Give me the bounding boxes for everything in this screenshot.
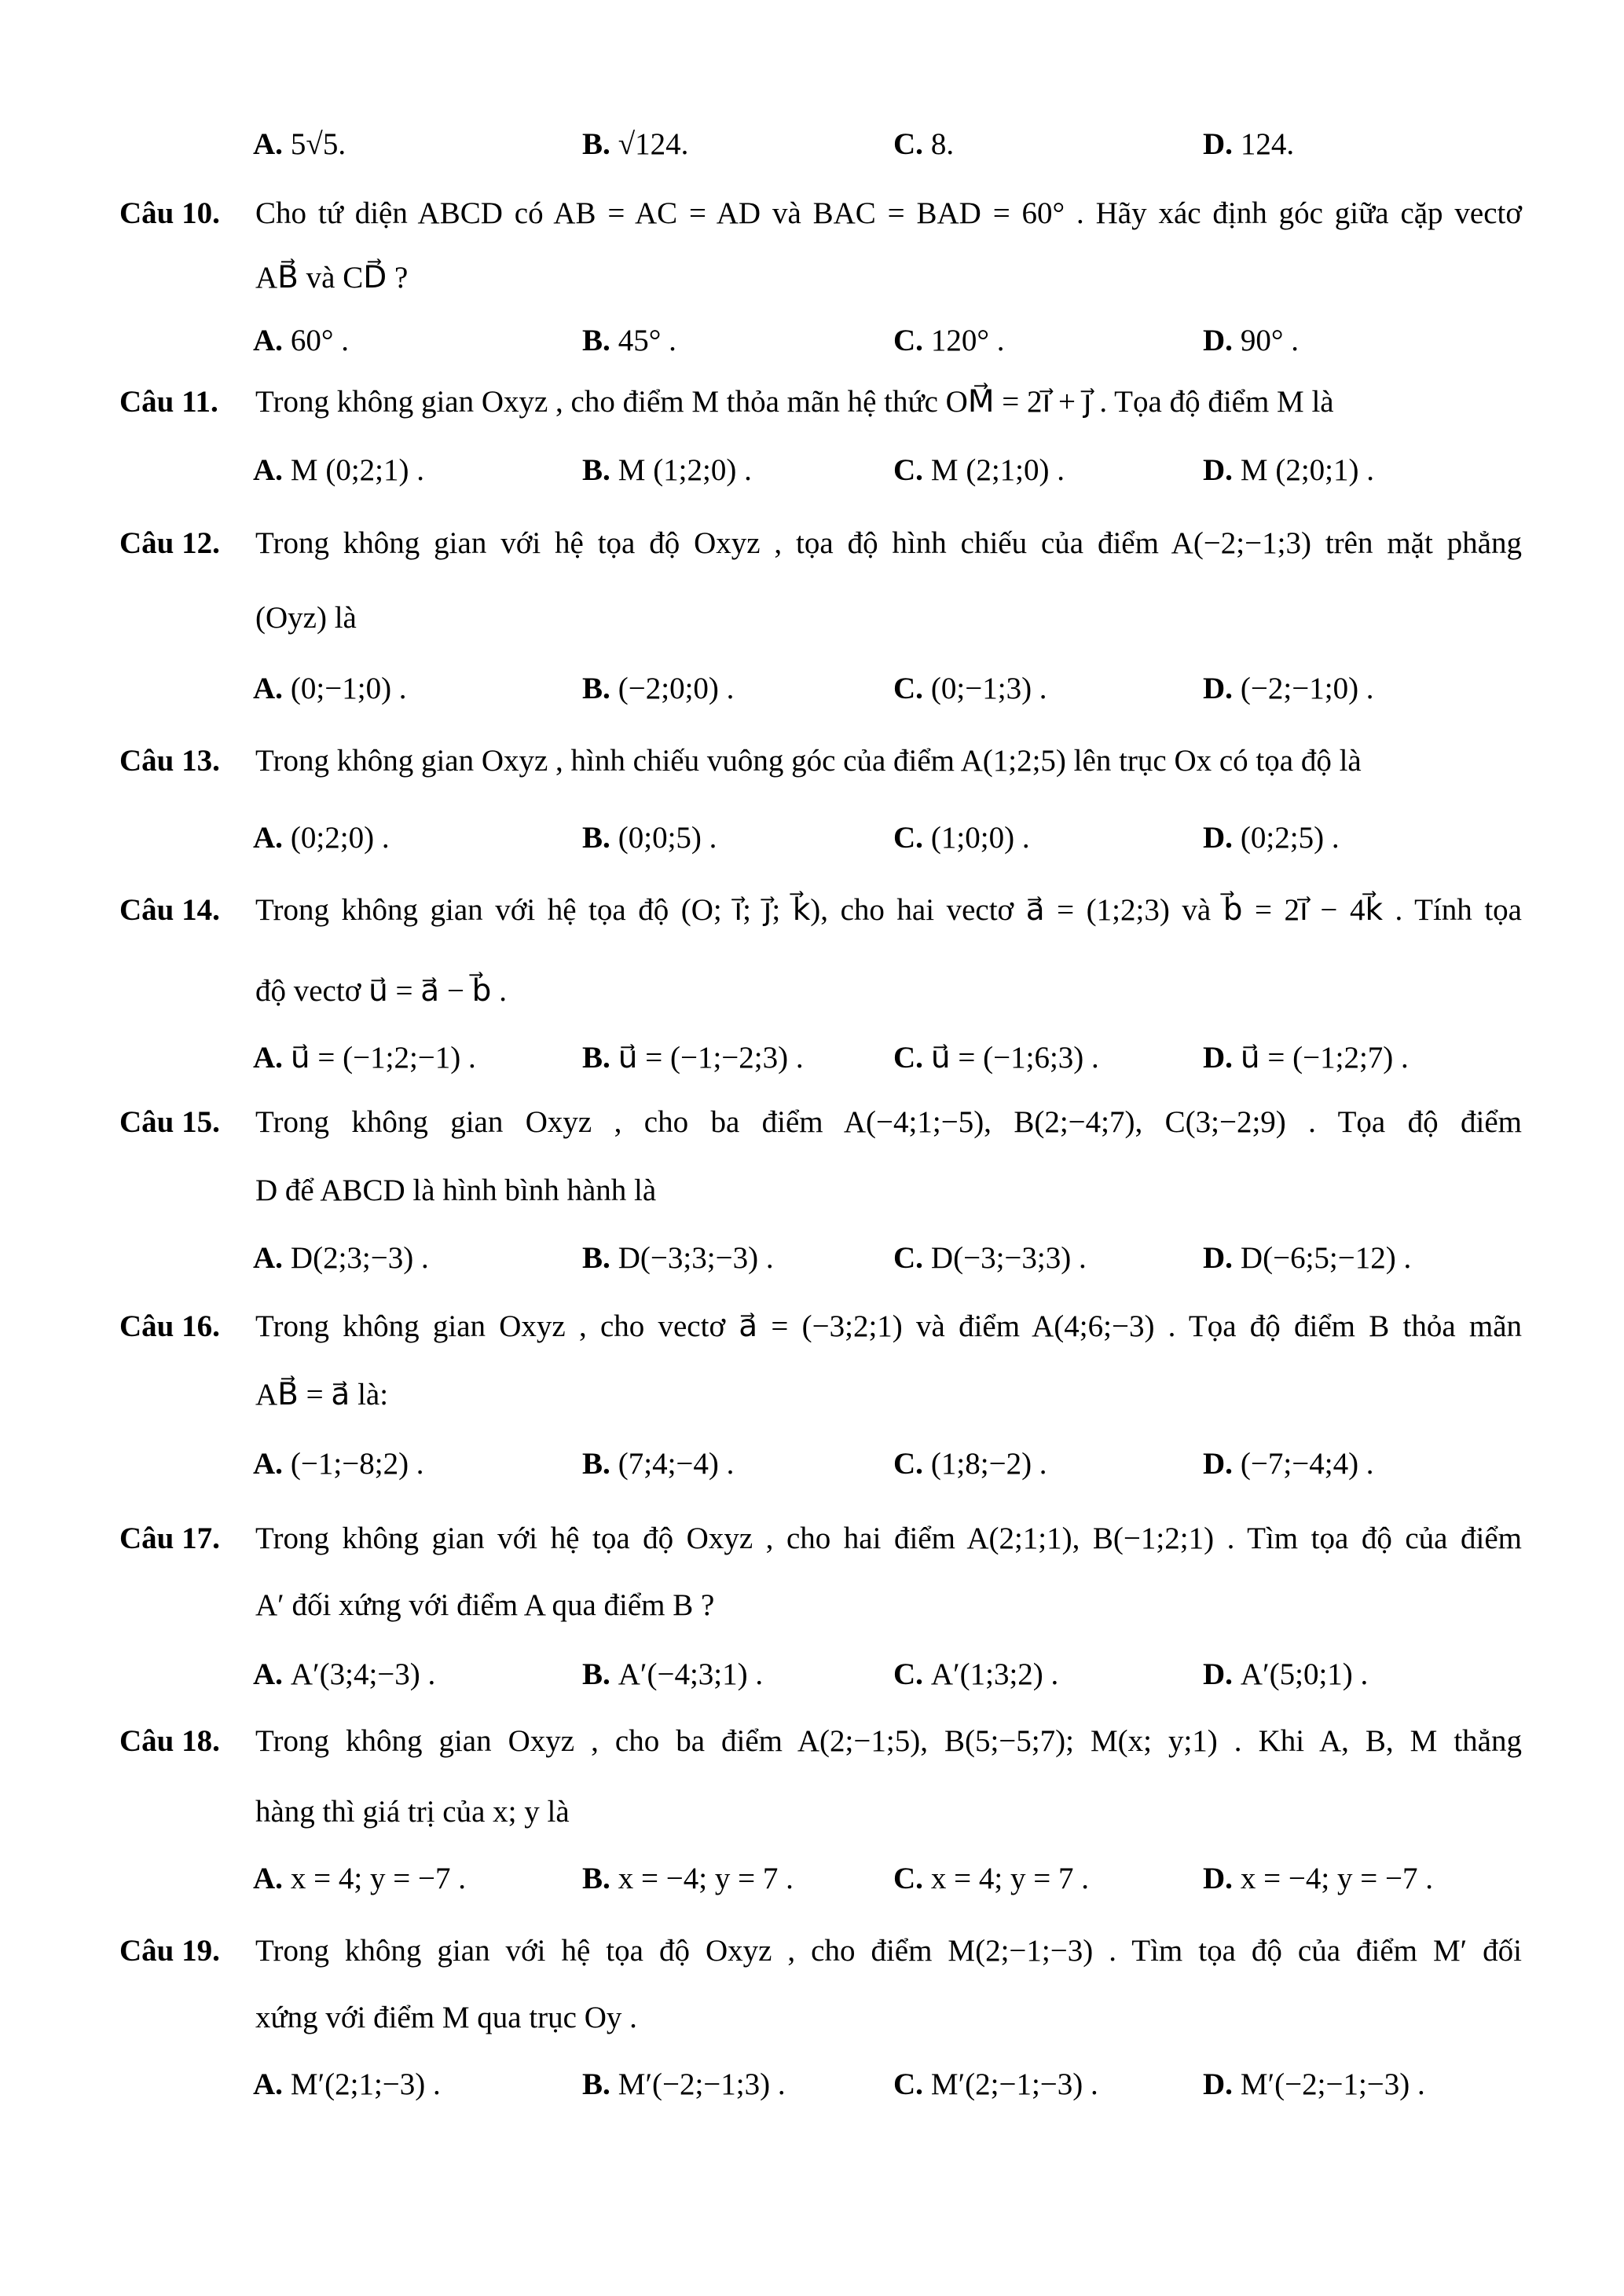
- option-a: A. (0;2;0) .: [253, 821, 390, 855]
- option-a: A. M′(2;1;−3) .: [253, 2067, 441, 2101]
- option-value: (1;0;0) .: [930, 821, 1030, 855]
- option-value: u⃗ = (−1;6;3) .: [930, 1041, 1099, 1075]
- question-text: AB⃗ = a⃗ là:: [255, 1378, 389, 1412]
- question-text: Trong không gian Oxyz , cho vectơ a⃗ = (−3;2;1) và điểm A(4;6;−3) . Tọa độ điểm B thỏa mãn: [255, 1309, 1522, 1343]
- option-value: x = −4; y = 7 .: [618, 1862, 794, 1895]
- question-text: Cho tứ diện ABCD có AB = AC = AD và BAC = BAD = 60° . Hãy xác định góc giữa cặp vectơ: [255, 196, 1522, 230]
- option-b: B. D(−3;3;−3) .: [582, 1241, 774, 1275]
- option-c: C. 120° .: [893, 324, 1005, 357]
- option-value: 90° .: [1240, 324, 1300, 357]
- option-a: A. x = 4; y = −7 .: [253, 1862, 466, 1895]
- option-d: D. (−2;−1;0) .: [1203, 672, 1374, 705]
- option-d: D. u⃗ = (−1;2;7) .: [1203, 1041, 1409, 1075]
- option-d: D. (−7;−4;4) .: [1203, 1447, 1374, 1481]
- option-b: B. u⃗ = (−1;−2;3) .: [582, 1041, 804, 1075]
- option-b: B. M′(−2;−1;3) .: [582, 2067, 786, 2101]
- question-text: D để ABCD là hình bình hành là: [255, 1174, 657, 1207]
- option-value: 5√5.: [290, 127, 346, 161]
- question-label: Câu 10.: [119, 196, 220, 230]
- option-value: (0;2;0) .: [290, 821, 390, 855]
- option-value: (0;0;5) .: [618, 821, 717, 855]
- option-d: D. M (2;0;1) .: [1203, 453, 1374, 487]
- option-b: B. A′(−4;3;1) .: [582, 1657, 764, 1691]
- option-c: C. M (2;1;0) .: [893, 453, 1065, 487]
- option-value: D(−6;5;−12) .: [1240, 1241, 1412, 1275]
- option-value: 60° .: [290, 324, 350, 357]
- option-c: C. 8.: [893, 127, 955, 161]
- option-value: (1;8;−2) .: [930, 1447, 1047, 1481]
- option-b: B. (7;4;−4) .: [582, 1447, 735, 1481]
- option-value: M′(2;−1;−3) .: [930, 2067, 1098, 2101]
- option-value: A′(3;4;−3) .: [290, 1657, 436, 1691]
- option-b: B. 45° .: [582, 324, 676, 357]
- question-text: Trong không gian với hệ tọa độ Oxyz , cho hai điểm A(2;1;1), B(−1;2;1) . Tìm tọa độ của điểm: [255, 1522, 1522, 1555]
- option-b: B. x = −4; y = 7 .: [582, 1862, 794, 1895]
- question-label: Câu 12.: [119, 526, 220, 560]
- option-value: 120° .: [930, 324, 1005, 357]
- option-value: x = −4; y = −7 .: [1240, 1862, 1433, 1895]
- option-d: D. (0;2;5) .: [1203, 821, 1340, 855]
- option-c: C. D(−3;−3;3) .: [893, 1241, 1087, 1275]
- option-d: D. 90° .: [1203, 324, 1300, 357]
- option-value: (−1;−8;2) .: [290, 1447, 424, 1481]
- option-value: √124.: [618, 127, 689, 161]
- question-text: hàng thì giá trị của x; y là: [255, 1795, 570, 1829]
- option-value: M (2;1;0) .: [930, 453, 1065, 487]
- option-value: (−2;−1;0) .: [1240, 672, 1374, 705]
- option-value: M′(−2;−1;3) .: [618, 2067, 786, 2101]
- question-text: AB⃗ và CD⃗ ?: [255, 261, 409, 295]
- option-c: C. (0;−1;3) .: [893, 672, 1047, 705]
- option-value: x = 4; y = −7 .: [290, 1862, 466, 1895]
- option-value: M (2;0;1) .: [1240, 453, 1374, 487]
- option-b: B. √124.: [582, 127, 689, 161]
- option-b: B. (−2;0;0) .: [582, 672, 735, 705]
- question-text: Trong không gian với hệ tọa độ Oxyz , tọa độ hình chiếu của điểm A(−2;−1;3) trên mặt phẳng: [255, 526, 1522, 560]
- question-label: Câu 16.: [119, 1309, 220, 1343]
- option-d: D. M′(−2;−1;−3) .: [1203, 2067, 1425, 2101]
- question-label: Câu 18.: [119, 1724, 220, 1758]
- option-a: A. D(2;3;−3) .: [253, 1241, 429, 1275]
- question-text: xứng với điểm M qua trục Oy .: [255, 2001, 637, 2034]
- option-value: A′(5;0;1) .: [1240, 1657, 1369, 1691]
- question-text: Trong không gian với hệ tọa độ (O; i⃗; j⃗; k⃗), cho hai vectơ a⃗ = (1;2;3) và b⃗ = 2i⃗ − 4k⃗ . Tính tọa: [255, 893, 1522, 927]
- option-value: D(−3;−3;3) .: [930, 1241, 1087, 1275]
- option-value: (−7;−4;4) .: [1240, 1447, 1374, 1481]
- question-text: (Oyz) là: [255, 601, 357, 635]
- option-a: A. u⃗ = (−1;2;−1) .: [253, 1041, 476, 1075]
- option-value: u⃗ = (−1;−2;3) .: [618, 1041, 804, 1075]
- question-text: Trong không gian Oxyz , hình chiếu vuông góc của điểm A(1;2;5) lên trục Ox có tọa độ là: [255, 744, 1362, 778]
- option-value: M (1;2;0) .: [618, 453, 752, 487]
- option-value: M (0;2;1) .: [290, 453, 424, 487]
- option-value: 45° .: [618, 324, 676, 357]
- option-value: A′(−4;3;1) .: [618, 1657, 764, 1691]
- question-text: Trong không gian Oxyz , cho ba điểm A(−4;1;−5), B(2;−4;7), C(3;−2;9) . Tọa độ điểm: [255, 1105, 1522, 1139]
- option-value: 8.: [930, 127, 955, 161]
- option-value: A′(1;3;2) .: [930, 1657, 1059, 1691]
- option-value: u⃗ = (−1;2;−1) .: [290, 1041, 476, 1075]
- option-value: D(−3;3;−3) .: [618, 1241, 774, 1275]
- question-label: Câu 17.: [119, 1522, 220, 1555]
- option-d: D. 124.: [1203, 127, 1295, 161]
- option-value: 124.: [1240, 127, 1295, 161]
- question-label: Câu 19.: [119, 1934, 220, 1968]
- option-a: A. 60° .: [253, 324, 350, 357]
- option-a: A. (0;−1;0) .: [253, 672, 407, 705]
- option-c: C. M′(2;−1;−3) .: [893, 2067, 1098, 2101]
- question-text: Trong không gian Oxyz , cho điểm M thỏa mãn hệ thức OM⃗ = 2i⃗ + j⃗ . Tọa độ điểm M là: [255, 385, 1334, 419]
- question-label: Câu 14.: [119, 893, 220, 927]
- option-value: (−2;0;0) .: [618, 672, 735, 705]
- question-label: Câu 15.: [119, 1105, 220, 1139]
- option-value: u⃗ = (−1;2;7) .: [1240, 1041, 1409, 1075]
- option-d: D. x = −4; y = −7 .: [1203, 1862, 1433, 1895]
- option-c: C. u⃗ = (−1;6;3) .: [893, 1041, 1099, 1075]
- question-text: Trong không gian với hệ tọa độ Oxyz , cho điểm M(2;−1;−3) . Tìm tọa độ của điểm M′ đối: [255, 1934, 1522, 1968]
- option-a: A. 5√5.: [253, 127, 346, 161]
- option-value: M′(−2;−1;−3) .: [1240, 2067, 1425, 2101]
- question-label: Câu 13.: [119, 744, 220, 778]
- option-a: A. (−1;−8;2) .: [253, 1447, 424, 1481]
- option-b: B. (0;0;5) .: [582, 821, 717, 855]
- option-c: C. A′(1;3;2) .: [893, 1657, 1059, 1691]
- question-text: độ vectơ u⃗ = a⃗ − b⃗ .: [255, 974, 507, 1008]
- option-value: M′(2;1;−3) .: [290, 2067, 441, 2101]
- option-a: A. M (0;2;1) .: [253, 453, 424, 487]
- option-c: C. (1;8;−2) .: [893, 1447, 1047, 1481]
- option-value: x = 4; y = 7 .: [930, 1862, 1089, 1895]
- option-value: (0;2;5) .: [1240, 821, 1340, 855]
- question-text: A′ đối xứng với điểm A qua điểm B ?: [255, 1588, 715, 1622]
- option-b: B. M (1;2;0) .: [582, 453, 752, 487]
- option-c: C. x = 4; y = 7 .: [893, 1862, 1089, 1895]
- question-text: Trong không gian Oxyz , cho ba điểm A(2;−1;5), B(5;−5;7); M(x; y;1) . Khi A, B, M thẳng: [255, 1724, 1522, 1758]
- option-value: (0;−1;0) .: [290, 672, 407, 705]
- option-value: (7;4;−4) .: [618, 1447, 735, 1481]
- option-a: A. A′(3;4;−3) .: [253, 1657, 436, 1691]
- question-label: Câu 11.: [119, 385, 218, 419]
- option-c: C. (1;0;0) .: [893, 821, 1030, 855]
- option-value: (0;−1;3) .: [930, 672, 1047, 705]
- option-d: D. A′(5;0;1) .: [1203, 1657, 1369, 1691]
- option-d: D. D(−6;5;−12) .: [1203, 1241, 1412, 1275]
- option-value: D(2;3;−3) .: [290, 1241, 429, 1275]
